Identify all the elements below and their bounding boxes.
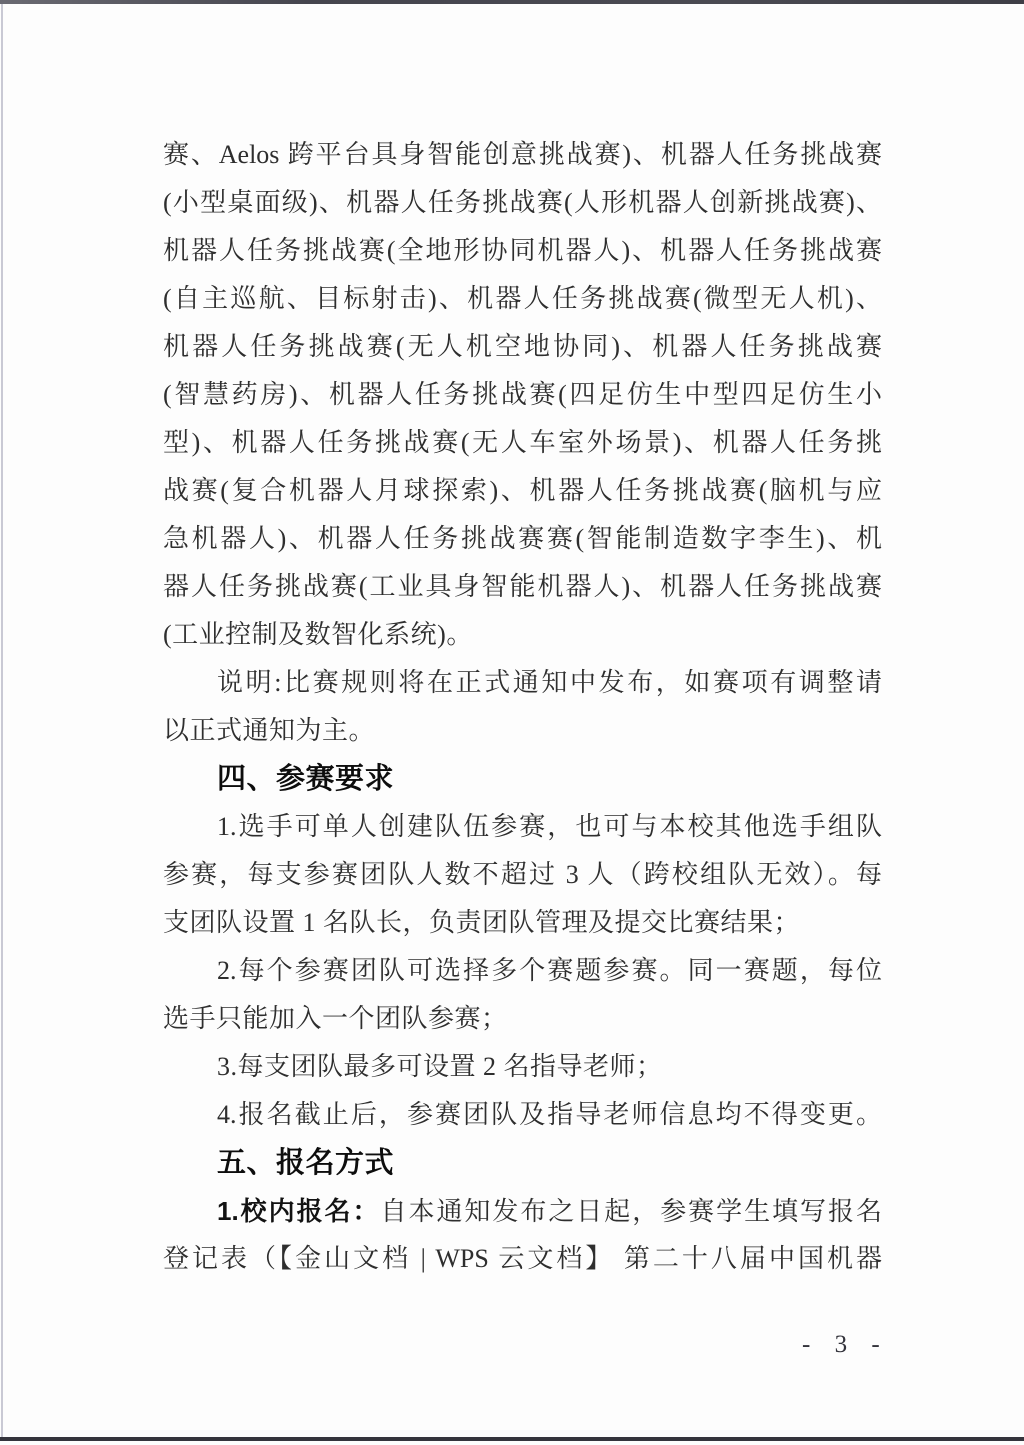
document-line: (工业控制及数智化系统)。 [163,620,473,649]
scan-edge-bottom [0,1437,1024,1441]
document-line-note: 说明:比赛规则将在正式通知中发布，如赛项有调整请 [217,668,882,697]
document-line: 型)、机器人任务挑战赛(无人车室外场景)、机器人任务挑 [163,428,882,457]
document-line: 参赛，每支参赛团队人数不超过 3 人（跨校组队无效）。每 [163,860,882,889]
document-line: 选手只能加入一个团队参赛； [163,1004,508,1033]
document-line-item-4: 4.报名截止后，参赛团队及指导老师信息均不得变更。 [217,1100,882,1129]
document-line-registration [163,1187,882,1235]
document-line: 以正式通知为主。 [163,716,376,745]
scan-edge-top [0,0,1024,4]
document-line: 急机器人)、机器人任务挑战赛赛(智能制造数字李生)、机 [163,524,882,553]
document-body [163,131,882,1283]
section-heading-registration-method: 五、报名方式 [217,1147,395,1179]
document-line: 机器人任务挑战赛(无人机空地协同)、机器人任务挑战赛 [163,332,882,361]
document-line: (智慧药房)、机器人任务挑战赛(四足仿生中型四足仿生小 [163,380,882,409]
document-line: 支团队设置 1 名队长，负责团队管理及提交比赛结果； [163,908,801,937]
document-line: (小型桌面级)、机器人任务挑战赛(人形机器人创新挑战赛)、 [163,188,882,217]
document-line: 登记表（【金山文档 | WPS 云文档】 第二十八届中国机器 [163,1244,882,1273]
page-number: - 3 - [802,1331,889,1358]
document-line-item-2: 2.每个参赛团队可选择多个赛题参赛。同一赛题，每位 [217,956,882,985]
section-heading-participation-requirements: 四、参赛要求 [217,763,395,795]
document-line: 战赛(复合机器人月球探索)、机器人任务挑战赛(脑机与应 [163,476,882,505]
bold-run-in-label: 1.校内报名： [217,1196,381,1226]
document-line-item-1: 1.选手可单人创建队伍参赛，也可与本校其他选手组队 [217,812,882,841]
document-line-item-3: 3.每支团队最多可设置 2 名指导老师； [217,1052,663,1081]
line-text: 自本通知发布之日起，参赛学生填写报名 [380,1197,882,1226]
document-line: 器人任务挑战赛(工业具身智能机器人)、机器人任务挑战赛 [163,572,882,601]
document-line: 机器人任务挑战赛(全地形协同机器人)、机器人任务挑战赛 [163,236,882,265]
scan-edge-left [1,4,3,1437]
document-line: 赛、Aelos 跨平台具身智能创意挑战赛)、机器人任务挑战赛 [163,140,882,169]
document-line: (自主巡航、目标射击)、机器人任务挑战赛(微型无人机)、 [163,284,882,313]
